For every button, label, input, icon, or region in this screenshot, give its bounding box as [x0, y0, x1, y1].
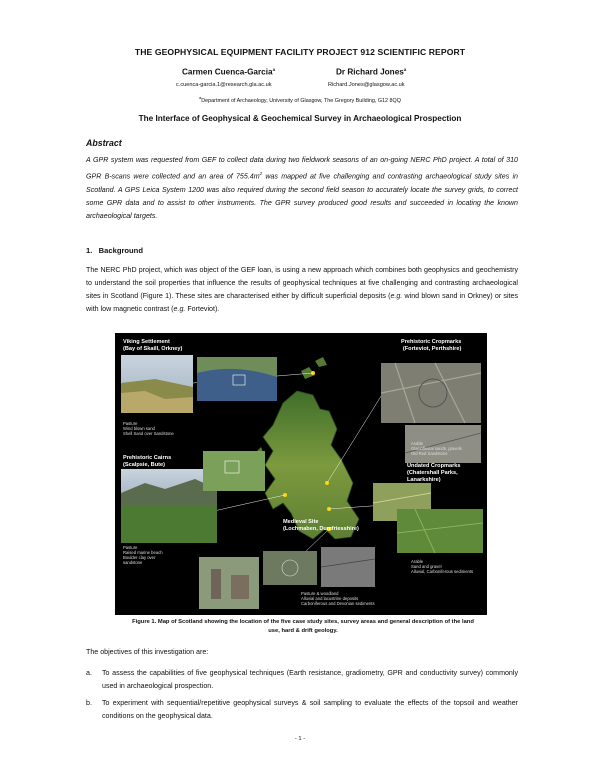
- label-viking-settlement: Viking Settlement (Bay of Skaill, Orkney): [123, 339, 183, 352]
- objective-text: To assess the capabilities of five geophysical techniques (Earth resistance, gradiometry, GPR and conductivity survey) commonly used in archaeological prospection.: [102, 669, 518, 691]
- scotland-landmass: [263, 391, 359, 539]
- photo-lochmaben-survey: [321, 547, 375, 587]
- affiliation: $^a$Department of Archaeology, University of Glasgow, The Gregory Building, G12 8QQ: [199, 95, 401, 104]
- photo-lochmaben-aerial: [263, 551, 317, 585]
- objective-item: [86, 667, 518, 695]
- label-medieval-site: Medieval Site (Lochmaben, Dumfriesshire): [283, 519, 359, 532]
- objective-item: [86, 697, 518, 725]
- author-2-name: Dr Richard Jones$^a$: [336, 67, 407, 77]
- objective-marker: b.: [86, 699, 92, 707]
- photo-lochmaben-castle: [199, 557, 259, 609]
- note-forteviot: Arable Glaciofluvial sands, gravels Old Red Sandstone: [411, 441, 462, 456]
- photo-viking-settlement: [121, 355, 193, 413]
- objectives-intro: The objectives of this investigation are:: [86, 648, 209, 656]
- photo-bute-aerial: [203, 451, 265, 491]
- photo-lanarkshire-field: [397, 509, 483, 553]
- abstract-heading: Abstract: [86, 138, 122, 148]
- page-number: - 1 -: [294, 736, 306, 742]
- note-medieval: Pasture & woodland Alluvial and lacustrine deposits Carboniferous and Devonian sediments: [301, 591, 375, 606]
- orkney-islands: [301, 357, 327, 379]
- label-prehistoric-cropmarks: Prehistoric Cropmarks (Forteviot, Perthshire): [401, 339, 462, 352]
- photo-forteviot-cropmarks: [381, 363, 481, 423]
- background-text: The NERC PhD project, which was object of the GEF loan, is using a new approach which combines both geophysics and geochemistry to understand the soil properties that influence the results of geophysical techniques at five challenging and contrasting archaeological sites in Scotland (Figure 1). These sites are characterised either by difficult superficial deposits (e.g. wind blown sand in Orkney) or sites with low magnetic contrast (e.g. Forteviot).: [86, 266, 519, 314]
- report-title: THE GEOPHYSICAL EQUIPMENT FACILITY PROJECT 912 SCIENTIFIC REPORT: [134, 47, 466, 57]
- author-2-email: Richard.Jones@glasgow.ac.uk: [328, 82, 405, 88]
- note-viking: Pasture Wind blown sand Shell Sand over Sandstone: [123, 421, 174, 436]
- label-undated-cropmarks: Undated Cropmarks (Chatershall Parks, Lanarkshire): [407, 463, 461, 483]
- paper-subtitle: The Interface of Geophysical & Geochemical Survey in Archaeological Prospection: [138, 114, 462, 123]
- figure-caption: Figure 1. Map of Scotland showing the location of the five case study sites, survey areas and general description of the land use, hard & drift geology.: [132, 619, 474, 634]
- background-heading: 1. Background: [86, 246, 143, 255]
- label-prehistoric-cairns: Prehistoric Cairns (Scalpsie, Bute): [123, 455, 172, 468]
- photo-orkney-aerial: [197, 357, 277, 401]
- objective-marker: a.: [86, 669, 92, 677]
- photo-scalpsie-cairns: [121, 469, 217, 543]
- note-cairns: Pasture Raised marine beach Boulder clay over sandstone: [123, 545, 163, 565]
- author-1-email: c.cuenca-garcia.1@research.gla.ac.uk: [176, 82, 272, 88]
- objective-text: To experiment with sequential/repetitive geophysical surveys & soil sampling to evaluate the effects of the topsoil and weather conditions on the geophysical data.: [102, 699, 518, 721]
- author-1-name: Carmen Cuenca-Garcia$^a$: [182, 67, 276, 77]
- figure-scotland-map: [115, 333, 487, 615]
- note-undated: Arable Sand and gravel Alluvial, Carboniferous sediments: [411, 559, 474, 574]
- abstract-text: A GPR system was requested from GEF to collect data during two fieldwork seasons of an on-going NERC PhD project. A total of 310 GPR B-scans were collected and an area of $755.4m^2$ was mapped at five challenging and contrasting archaeological study sites in Scotland. A GPS Leica System 1200 was also required during the second field season to accurately locate the survey grids, to correct some GPR data and to assist to other instruments. The GPR survey produced good results and succeeded in locating the known archaeological targets.: [86, 156, 518, 220]
